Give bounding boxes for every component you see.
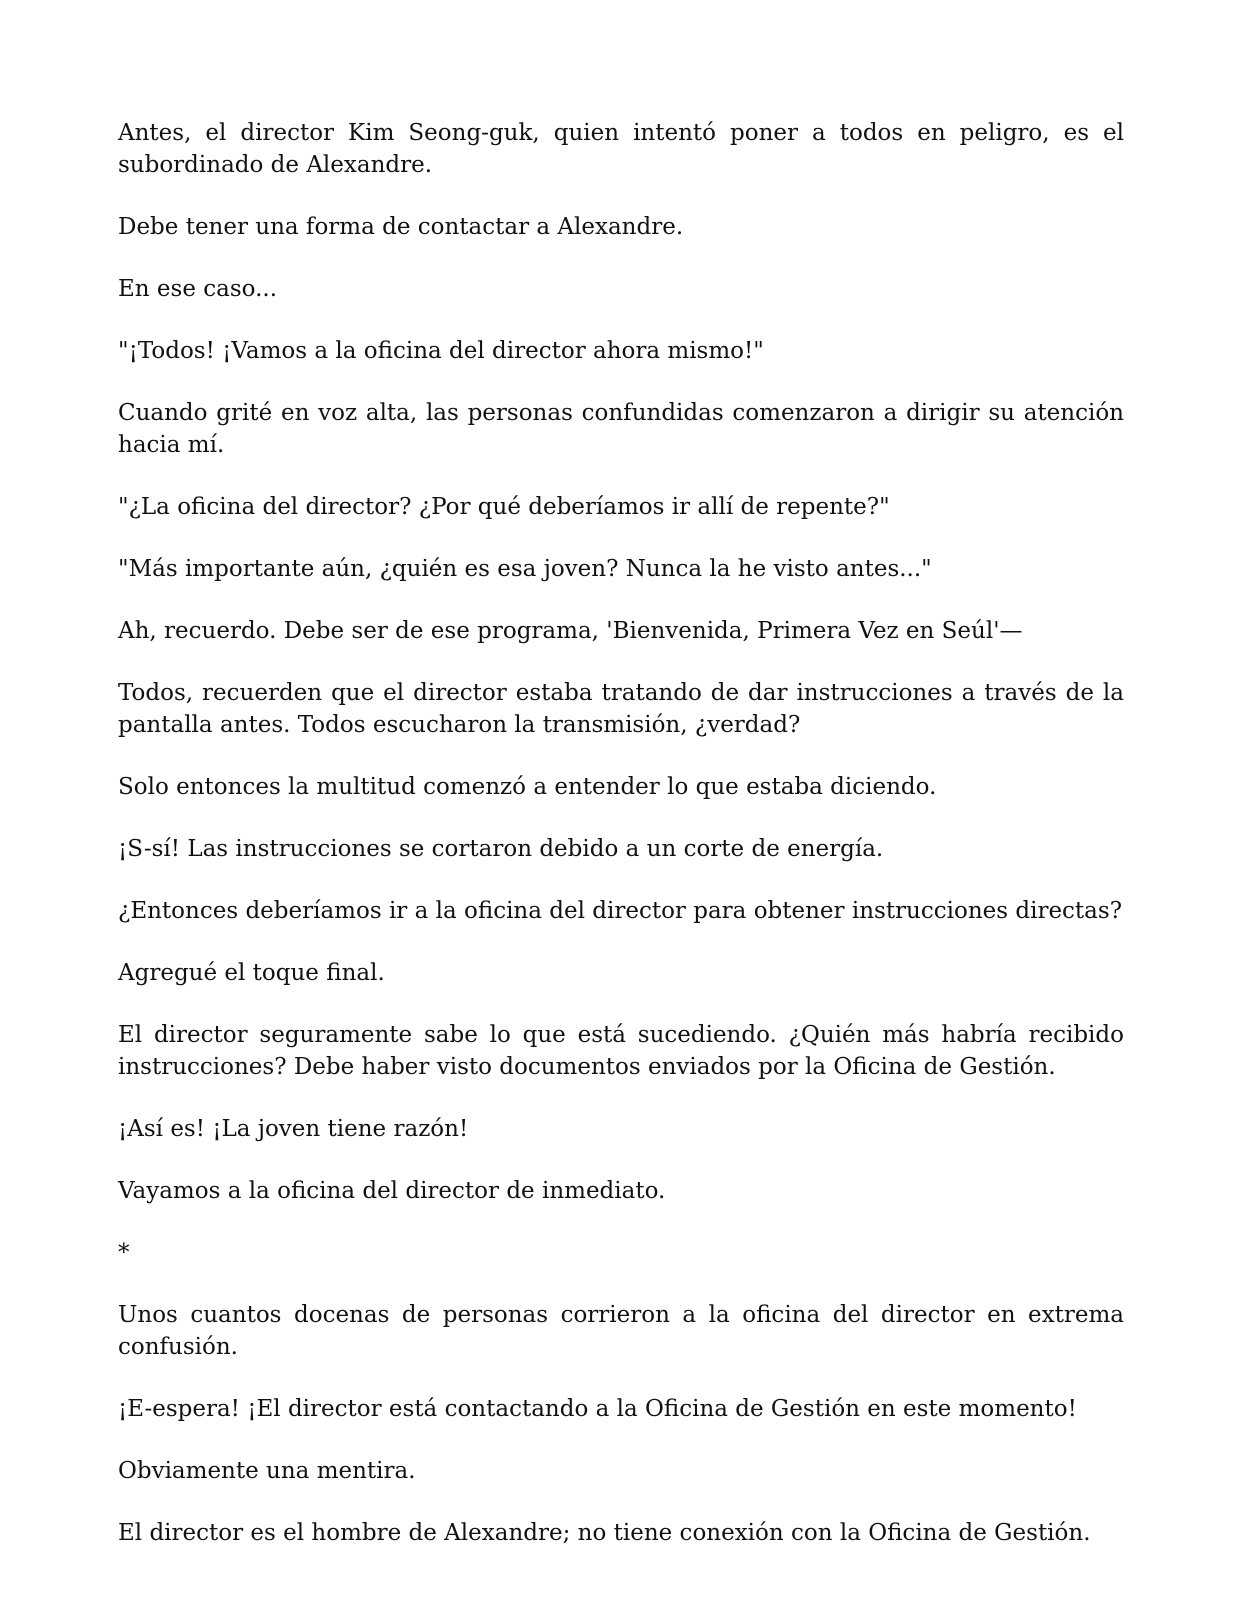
paragraph: Solo entonces la multitud comenzó a entender lo que estaba diciendo. — [118, 774, 937, 800]
paragraph: "¿La oficina del director? ¿Por qué deberíamos ir allí de repente?" — [118, 494, 890, 520]
paragraph: "¡Todos! ¡Vamos a la oficina del director ahora mismo!" — [118, 338, 764, 364]
paragraph: ¡S-sí! Las instrucciones se cortaron debido a un corte de energía. — [118, 836, 884, 862]
paragraph: Todos, recuerden que el director estaba tratando de dar instrucciones a través de la pantalla antes. Todos escucharon la transmisión, ¿verdad? — [118, 680, 1124, 738]
paragraph: Debe tener una forma de contactar a Alexandre. — [118, 214, 684, 240]
paragraph: Antes, el director Kim Seong-guk, quien intentó poner a todos en peligro, es el subordinado de Alexandre. — [118, 120, 1124, 178]
paragraph: Unos cuantos docenas de personas corrieron a la oficina del director en extrema confusión. — [118, 1302, 1124, 1360]
paragraph: Cuando grité en voz alta, las personas confundidas comenzaron a dirigir su atención hacia mí. — [118, 400, 1124, 458]
paragraph: Obviamente una mentira. — [118, 1458, 416, 1484]
paragraph: Vayamos a la oficina del director de inmediato. — [118, 1178, 666, 1204]
paragraph: ¿Entonces deberíamos ir a la oficina del director para obtener instrucciones directas? — [118, 898, 1123, 924]
paragraph: El director seguramente sabe lo que está sucediendo. ¿Quién más habría recibido instrucciones? Debe haber visto documentos enviados por la Oficina de Gestión. — [118, 1022, 1124, 1080]
scene-break: * — [118, 1240, 130, 1266]
paragraph: ¡E-espera! ¡El director está contactando a la Oficina de Gestión en este momento! — [118, 1396, 1077, 1422]
paragraph: Agregué el toque final. — [118, 960, 385, 986]
paragraph: "Más importante aún, ¿quién es esa joven? Nunca la he visto antes..." — [118, 556, 932, 582]
paragraph: ¡Así es! ¡La joven tiene razón! — [118, 1116, 469, 1142]
document-body — [118, 117, 1124, 1579]
paragraph: Ah, recuerdo. Debe ser de ese programa, 'Bienvenida, Primera Vez en Seúl'— — [118, 618, 1023, 644]
paragraph: El director es el hombre de Alexandre; no tiene conexión con la Oficina de Gestión. — [118, 1520, 1091, 1546]
paragraph: En ese caso... — [118, 276, 278, 302]
